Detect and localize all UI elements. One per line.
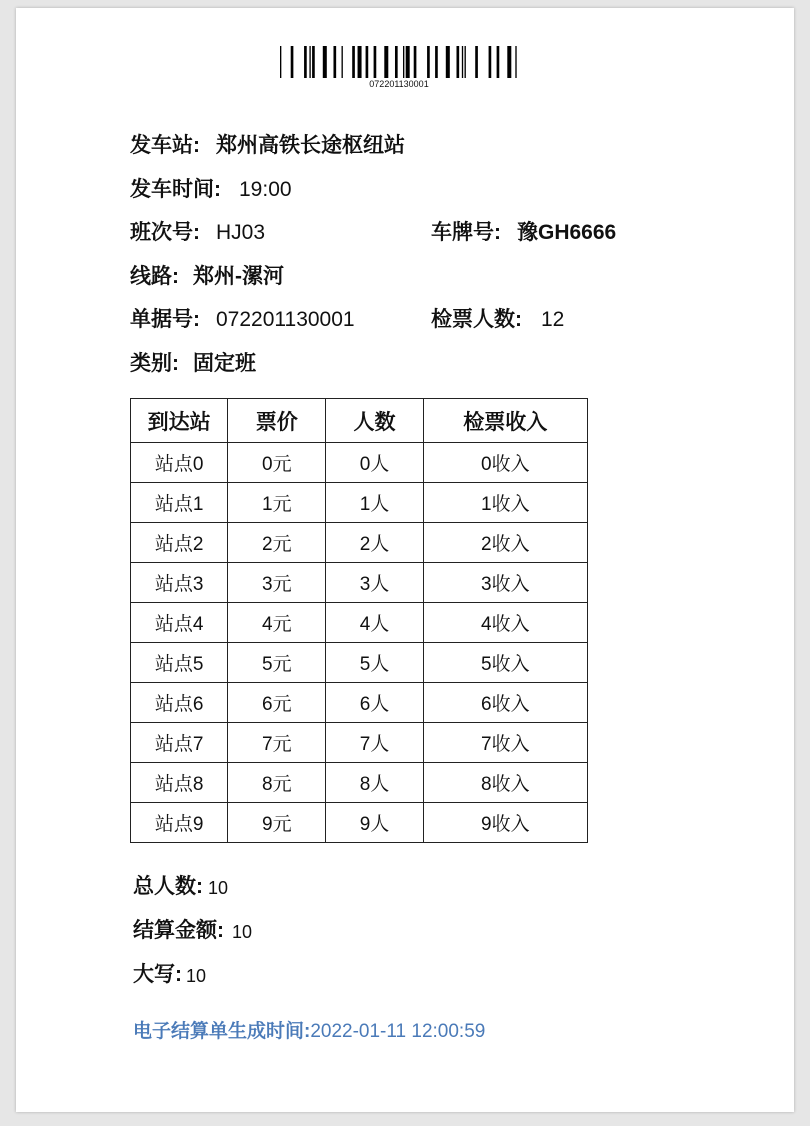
plate-no-value: 豫GH6666 <box>517 221 617 244</box>
cell-station: 站点2 <box>131 523 228 563</box>
category-label: 类别: <box>130 352 179 375</box>
uppercase-amount-value: 10 <box>186 966 207 986</box>
table-row <box>131 483 588 523</box>
cell-price: 1元 <box>228 483 326 523</box>
cell-income: 0收入 <box>423 443 587 483</box>
cell-count: 6人 <box>326 683 423 723</box>
table-row <box>131 683 588 723</box>
receipt-no-label: 单据号: <box>130 308 200 331</box>
station-income-table <box>130 398 588 843</box>
cell-income: 5收入 <box>423 643 587 683</box>
settlement-amount-label: 结算金额: <box>133 919 224 942</box>
receipt-no-value: 072201130001 <box>216 308 355 331</box>
cell-income: 2收入 <box>423 523 587 563</box>
cell-station: 站点6 <box>131 683 228 723</box>
table-row <box>131 723 588 763</box>
generated-time-value: 2022-01-11 12:00:59 <box>310 1021 486 1042</box>
cell-station: 站点9 <box>131 803 228 843</box>
total-people-value: 10 <box>208 878 229 898</box>
uppercase-amount-label: 大写: <box>133 963 182 986</box>
cell-station: 站点0 <box>131 443 228 483</box>
cell-price: 4元 <box>228 603 326 643</box>
cell-income: 9收入 <box>423 803 587 843</box>
cell-price: 3元 <box>228 563 326 603</box>
cell-count: 5人 <box>326 643 423 683</box>
table-row <box>131 563 588 603</box>
table-row <box>131 443 588 483</box>
shift-no-value: HJ03 <box>216 221 266 244</box>
checked-count-label: 检票人数: <box>431 308 522 331</box>
cell-count: 4人 <box>326 603 423 643</box>
cell-count: 2人 <box>326 523 423 563</box>
departure-station-value: 郑州高铁长途枢纽站 <box>216 134 405 157</box>
cell-count: 7人 <box>326 723 423 763</box>
table-row <box>131 603 588 643</box>
shift-no-label: 班次号: <box>130 221 200 244</box>
header-arrival-station: 到达站 <box>131 399 228 443</box>
cell-station: 站点1 <box>131 483 228 523</box>
plate-no-label: 车牌号: <box>431 221 501 244</box>
table-header-row <box>131 399 588 443</box>
cell-price: 2元 <box>228 523 326 563</box>
cell-income: 1收入 <box>423 483 587 523</box>
cell-price: 0元 <box>228 443 326 483</box>
cell-price: 8元 <box>228 763 326 803</box>
total-people-label: 总人数: <box>133 875 203 898</box>
cell-count: 1人 <box>326 483 423 523</box>
cell-price: 7元 <box>228 723 326 763</box>
cell-income: 7收入 <box>423 723 587 763</box>
table-row <box>131 523 588 563</box>
barcode-number: 072201130001 <box>369 79 429 89</box>
table-row <box>131 803 588 843</box>
cell-station: 站点4 <box>131 603 228 643</box>
cell-income: 8收入 <box>423 763 587 803</box>
cell-station: 站点3 <box>131 563 228 603</box>
header-passenger-count: 人数 <box>326 399 423 443</box>
checked-count-value: 12 <box>541 308 565 331</box>
route-value: 郑州-漯河 <box>193 265 284 288</box>
cell-price: 9元 <box>228 803 326 843</box>
table-row <box>131 763 588 803</box>
table-row <box>131 643 588 683</box>
cell-price: 6元 <box>228 683 326 723</box>
cell-income: 4收入 <box>423 603 587 643</box>
generated-time-label: 电子结算单生成时间: <box>133 1021 311 1042</box>
route-label: 线路: <box>130 265 179 288</box>
cell-count: 0人 <box>326 443 423 483</box>
header-ticket-price: 票价 <box>228 399 326 443</box>
departure-time-value: 19:00 <box>239 178 292 201</box>
departure-station-label: 发车站: <box>130 134 200 157</box>
cell-price: 5元 <box>228 643 326 683</box>
header-checked-income: 检票收入 <box>423 399 587 443</box>
cell-station: 站点7 <box>131 723 228 763</box>
settlement-amount-value: 10 <box>232 922 253 942</box>
cell-count: 9人 <box>326 803 423 843</box>
generated-time <box>133 1016 485 1043</box>
cell-count: 8人 <box>326 763 423 803</box>
departure-time-label: 发车时间: <box>130 178 221 201</box>
cell-station: 站点8 <box>131 763 228 803</box>
cell-count: 3人 <box>326 563 423 603</box>
cell-income: 3收入 <box>423 563 587 603</box>
cell-station: 站点5 <box>131 643 228 683</box>
settlement-sheet <box>16 8 794 1112</box>
cell-income: 6收入 <box>423 683 587 723</box>
category-value: 固定班 <box>193 352 256 375</box>
